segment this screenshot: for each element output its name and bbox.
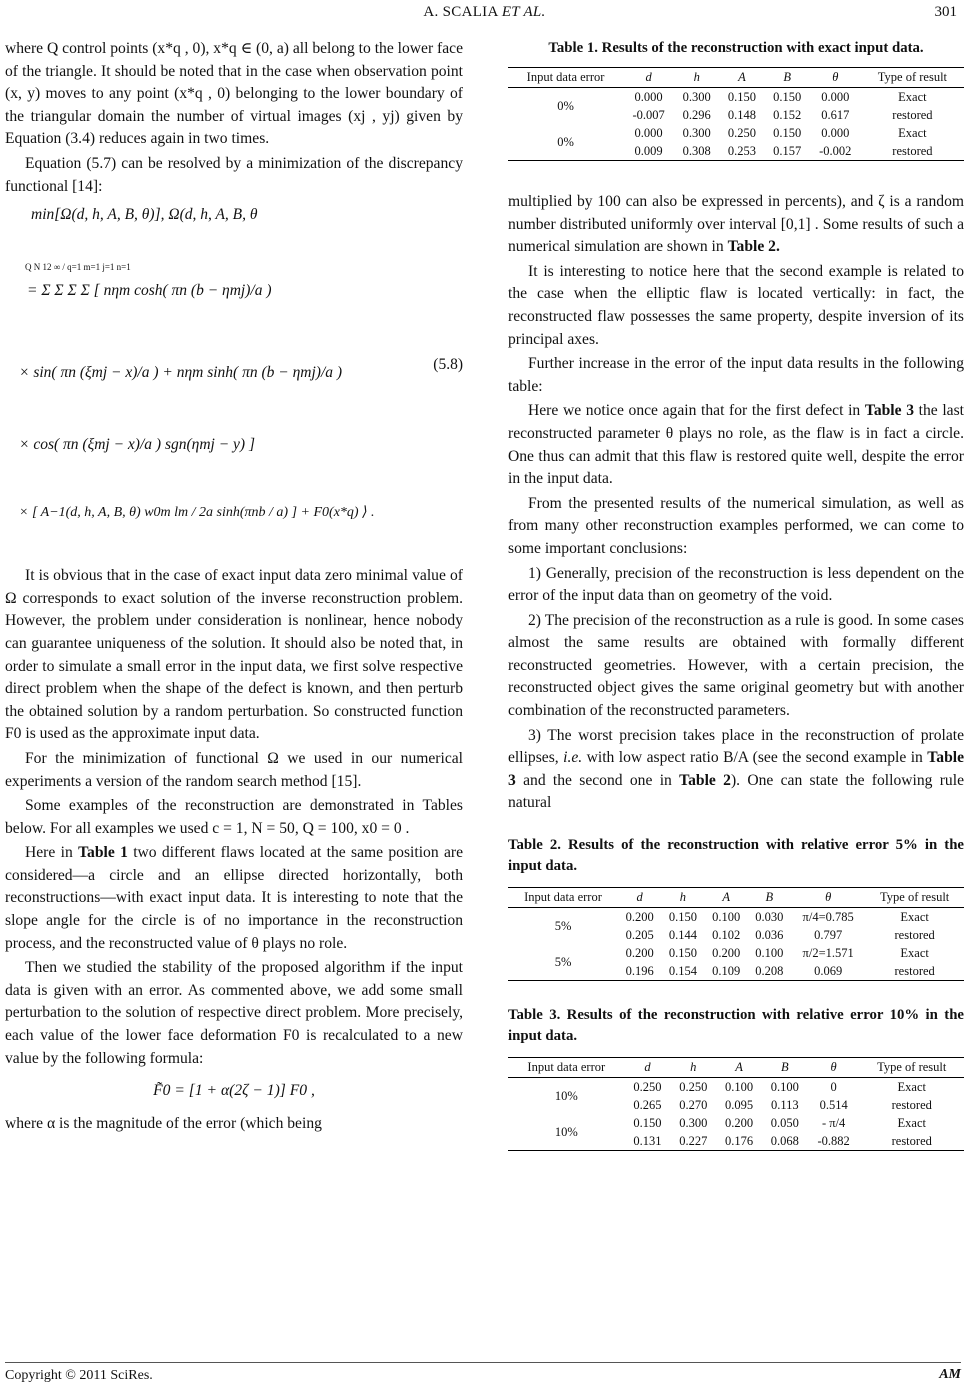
table-3-result-cell: restored [860, 1132, 965, 1151]
table-1-value-cell: 0.000 [634, 90, 663, 104]
table-1-value-cell: -0.002 [810, 142, 861, 161]
table-1-value-cell: 0.308 [674, 142, 719, 161]
paragraph-discrepancy-intro: Equation (5.7) can be resolved by a minimization of the discrepancy functional [14]: [5, 154, 463, 195]
paragraph-examples: Some examples of the reconstruction are demonstrated in Tables below. For all examples we used c = 1, N = 50, Q = 100, x0 = 0 . [5, 797, 463, 837]
table-3-value-cell: 0.068 [762, 1132, 808, 1151]
table-1-value-cell: 0.000 [821, 126, 850, 140]
table-2-value-cell: 0.196 [618, 962, 661, 981]
table-3-value-cell: 0 [830, 1080, 837, 1095]
table-1-result-cell: Exact [898, 90, 927, 104]
ref-table-3b[interactable]: Table 3 [508, 749, 964, 789]
copyright: Copyright © 2011 SciRes. [5, 1368, 153, 1383]
table-2-result-cell: restored [894, 928, 935, 943]
paragraph-table1: Here in Table 1 two different flaws located at the same position are considered—a circle and an ellipse directed horizontally, both reconstructions—with exact input data. It is interesting to note that the slope angle for the circle is of no importance in the reconstruction process, and the reconstructed value of θ plays no role. [5, 844, 463, 952]
table-1-value-cell: 0.617 [821, 108, 850, 122]
table-3-error-cell: 10% [508, 1114, 625, 1151]
paragraph-control-points: where Q control points (x*q , 0), x*q ∈ (0, a) all belong to the lower face of the triangle. It should be noted that in the case when observation point (x, y) moves to any point (x*q , 0) belonging to the lower boundary of the triangular domain the number of virtual images (xj , yj) given by Equation (3.4) reduces again in two times. [5, 40, 463, 148]
table-3-value-cell: - π/4 [821, 1116, 846, 1131]
paragraph-zeta: multiplied by 100 can also be expressed in percents), and ζ is a random number distributed uniformly over interval [0,1] . Some results of such a numerical simulation are shown in Table 2. [508, 193, 964, 256]
table-2-error-cell: 5% [554, 919, 572, 934]
eq-row-5: × [ A−1(d, h, A, B, θ) w0m lm / 2a sinh(πnb / a) ] + F0(x*q) ⟩ . [19, 505, 375, 521]
table-3-result-cell: Exact [897, 1080, 926, 1095]
ref-table-2[interactable]: Table 2. [727, 238, 780, 256]
paragraph-exact-input: It is obvious that in the case of exact input data zero minimal value of Ω corresponds to exact solution of the inverse reconstruction problem. However, the problem under consideration is nonlinear, hence nobody can guarantee uniqueness of the solution. It should also be noted that, in order to simulate a small error in the input data, we first solve respective direct problem when the shape of the defect is known, and then perturb the obtained solution by a random perturbation. So constructed function F0 is used as the approximate input data. [5, 567, 463, 743]
table-2-error-cell: 5% [508, 944, 618, 981]
table-1-result-cell: Exact [898, 126, 927, 140]
table-1-value-cell: 0.150 [773, 126, 802, 140]
table-2-value-cell: 0.102 [712, 928, 741, 943]
table-1-row [508, 88, 964, 107]
eq-row-1: min[Ω(d, h, A, B, θ)], Ω(d, h, A, B, θ [31, 206, 258, 224]
table-1-result-cell: restored [861, 142, 964, 161]
table-2-value-cell: 0.797 [814, 928, 843, 943]
eq-row-3: × sin( πn (ξmj − x)/a ) + nηm sinh( πn (b − ηmj)/a ) [19, 364, 343, 382]
page-header [0, 4, 969, 26]
table-3-value-cell: 0.113 [771, 1098, 799, 1113]
table-2-header-2: h [661, 888, 704, 908]
table-1-value-cell: 0.157 [765, 142, 810, 161]
table-3-error-cell: 10% [554, 1089, 578, 1104]
table-3-header-2: h [670, 1058, 716, 1078]
table-1-value-cell: 0.009 [623, 142, 674, 161]
table-2-value-cell: 0.200 [625, 946, 654, 961]
table-2-value-cell: 0.200 [712, 946, 741, 961]
table-1-header-0: Input data error [508, 68, 623, 88]
table-3-value-cell: 0.095 [724, 1098, 754, 1113]
table-2-header-4: B [748, 888, 791, 908]
conclusion-3: 3) The worst precision takes place in the reconstruction of prolate ellipses, i.e. with low aspect ratio B/A (see the second example in Table 3 and the second one in Table 2). One can state the following rule natural [508, 726, 964, 812]
table-1-header-4: B [765, 68, 810, 88]
table-1-value-cell: 0.296 [682, 108, 711, 122]
equation-5-8 [5, 204, 463, 559]
ref-table-1[interactable]: Table 1 [78, 844, 128, 862]
table-1-result-cell: restored [892, 108, 933, 122]
journal-abbrev: AM [939, 1367, 961, 1382]
paragraph-circle: Here we notice once again that for the first defect in Table 3 the last reconstructed parameter θ plays no role, as the flaw is in fact a circle. One thus can admit that this flaw is restored quite well, despite the error in the input data. [508, 402, 964, 488]
table-3-value-cell: -0.882 [808, 1132, 860, 1151]
ref-table-2b[interactable]: Table 2 [679, 771, 731, 789]
right-column [508, 38, 964, 1151]
table-2-value-cell: π/4=0.785 [802, 910, 854, 925]
table-2-value-cell: π/2=1.571 [802, 946, 854, 961]
table-2-value-cell: 0.150 [668, 946, 697, 961]
table-3-header-5: θ [808, 1058, 860, 1078]
table-2-header-0: Input data error [508, 888, 618, 908]
table-1-header-5: θ [810, 68, 861, 88]
table-1-row [508, 124, 964, 142]
table-3-value-cell: 0.250 [679, 1080, 708, 1095]
table-3-row [508, 1078, 964, 1097]
table-2-result-cell: Exact [900, 910, 929, 925]
table-1-value-cell: 0.300 [682, 90, 711, 104]
table-3-value-cell: 0.100 [770, 1080, 799, 1095]
table-2-value-cell: 0.030 [755, 910, 784, 925]
table-3-value-cell: 0.150 [633, 1116, 662, 1131]
table-3-value-cell: 0.265 [633, 1098, 662, 1113]
ref-table-3[interactable]: Table 3 [864, 402, 914, 420]
conclusion-2: 2) The precision of the reconstruction as a rule is good. In some cases almost the same results are obtained with formally different reconstructed geometries. However, with a certain precision, the reconstructed object gives the same original geometry but with another combination of the reconstructed parameters. [508, 611, 964, 720]
table-2-value-cell: 0.150 [668, 910, 697, 925]
table-1-value-cell: 0.253 [719, 142, 764, 161]
table-1-value-cell: 0.250 [727, 126, 756, 140]
table-3-header-6: Type of result [860, 1058, 965, 1078]
table-1-error-cell: 0% [508, 124, 623, 161]
eq-row-4: × cos( πn (ξmj − x)/a ) sgn(ηmj − y) ] [19, 436, 255, 454]
eq-row-2: = Σ Σ Σ Σ [ nηm cosh( πn (b − ηmj)/a ) [27, 282, 272, 300]
table-2-value-cell: 0.154 [661, 962, 704, 981]
table-2-value-cell: 0.208 [748, 962, 791, 981]
table-3-header-0: Input data error [508, 1058, 625, 1078]
paragraph-where-alpha: where α is the magnitude of the error (which being [5, 1114, 322, 1132]
table-1-value-cell: -0.007 [632, 108, 665, 122]
eq-row-2-limits: Q N 12 ∞ / q=1 m=1 j=1 n=1 [25, 262, 131, 273]
table-1-value-cell: 0.000 [634, 126, 663, 140]
table-3-header-4: B [762, 1058, 808, 1078]
table-1-value-cell: 0.152 [773, 108, 802, 122]
table-1-header-2: h [674, 68, 719, 88]
table-3-row [508, 1114, 964, 1132]
table-2-value-cell: 0.109 [705, 962, 748, 981]
equation-perturbation: F̃0 = [1 + α(2ζ − 1)] F0 , [153, 1082, 315, 1100]
paragraph-further-increase: Further increase in the error of the input data results in the following table: [508, 355, 964, 395]
table-2 [508, 887, 964, 981]
table-1-error-cell: 0% [557, 99, 574, 113]
table-3-value-cell: 0.250 [633, 1080, 662, 1095]
table-2-caption: Table 2. Results of the reconstruction with relative error 5% in the input data. [508, 837, 964, 875]
table-1-value-cell: 0.000 [821, 90, 850, 104]
table-2-row [508, 908, 964, 927]
table-2-result-cell: Exact [900, 946, 929, 961]
conclusion-1: 1) Generally, precision of the reconstruction is less dependent on the error of the input data than on geometry of the void. [508, 564, 964, 605]
page-footer [5, 1362, 961, 1384]
page-number: 301 [934, 4, 957, 20]
table-3-result-cell: restored [891, 1098, 932, 1113]
table-2-header-3: A [705, 888, 748, 908]
table-1-header-1: d [623, 68, 674, 88]
table-2-result-cell: restored [865, 962, 964, 981]
table-1-value-cell: 0.150 [727, 90, 756, 104]
table-3-value-cell: 0.131 [625, 1132, 671, 1151]
running-title: A. SCALIA ET AL. [423, 4, 546, 20]
equation-number: (5.8) [433, 356, 463, 374]
table-2-value-cell: 0.144 [668, 928, 697, 943]
table-3-value-cell: 0.200 [724, 1116, 754, 1131]
table-3-value-cell: 0.270 [679, 1098, 708, 1113]
table-1-header-6: Type of result [861, 68, 964, 88]
table-3-value-cell: 0.100 [724, 1080, 754, 1095]
table-1 [508, 67, 964, 161]
table-2-value-cell: 0.069 [791, 962, 865, 981]
table-2-header-5: θ [791, 888, 865, 908]
table-3-value-cell: 0.227 [670, 1132, 716, 1151]
table-3-caption: Table 3. Results of the reconstruction with relative error 10% in the input data. [508, 1007, 964, 1045]
table-3 [508, 1057, 964, 1151]
paragraph-stability: Then we studied the stability of the proposed algorithm if the input data is given with an error. As commented above, we add some small perturbation to the solution of respective direct problem. More precisely, each value of the lower face deformation F0 is recalculated to a new value by the following formula: [5, 959, 463, 1067]
table-2-header-6: Type of result [865, 888, 964, 908]
table-3-header-3: A [716, 1058, 762, 1078]
table-2-value-cell: 0.205 [625, 928, 654, 943]
table-1-header-3: A [719, 68, 764, 88]
table-1-value-cell: 0.148 [727, 108, 756, 122]
paragraph-random-search: For the minimization of functional Ω we used in our numerical experiments a version of the random search method [15]. [5, 749, 463, 790]
table-3-value-cell: 0.300 [679, 1116, 708, 1131]
table-3-result-cell: Exact [897, 1116, 926, 1131]
table-3-value-cell: 0.050 [770, 1116, 799, 1131]
table-2-row [508, 944, 964, 962]
table-1-caption: Table 1. Results of the reconstruction with exact input data. [548, 40, 924, 56]
paragraph-conclusions: From the presented results of the numerical simulation, as well as from many other reconstruction examples performed, we can come to some important conclusions: [508, 494, 964, 557]
table-3-header-1: d [625, 1058, 671, 1078]
table-1-value-cell: 0.150 [773, 90, 802, 104]
table-1-value-cell: 0.300 [682, 126, 711, 140]
table-3-value-cell: 0.514 [819, 1098, 848, 1113]
left-column [5, 38, 463, 1135]
table-2-value-cell: 0.100 [712, 910, 741, 925]
table-2-value-cell: 0.100 [755, 946, 784, 961]
table-2-header-1: d [618, 888, 661, 908]
table-2-value-cell: 0.200 [625, 910, 654, 925]
table-3-value-cell: 0.176 [716, 1132, 762, 1151]
paragraph-vertical-flaw: It is interesting to notice here that the second example is related to the case when the elliptic flaw is located vertically: in fact, the reconstructed flaw possesses the same property, despite inversion of its principal axes. [508, 262, 964, 348]
table-2-value-cell: 0.036 [755, 928, 784, 943]
